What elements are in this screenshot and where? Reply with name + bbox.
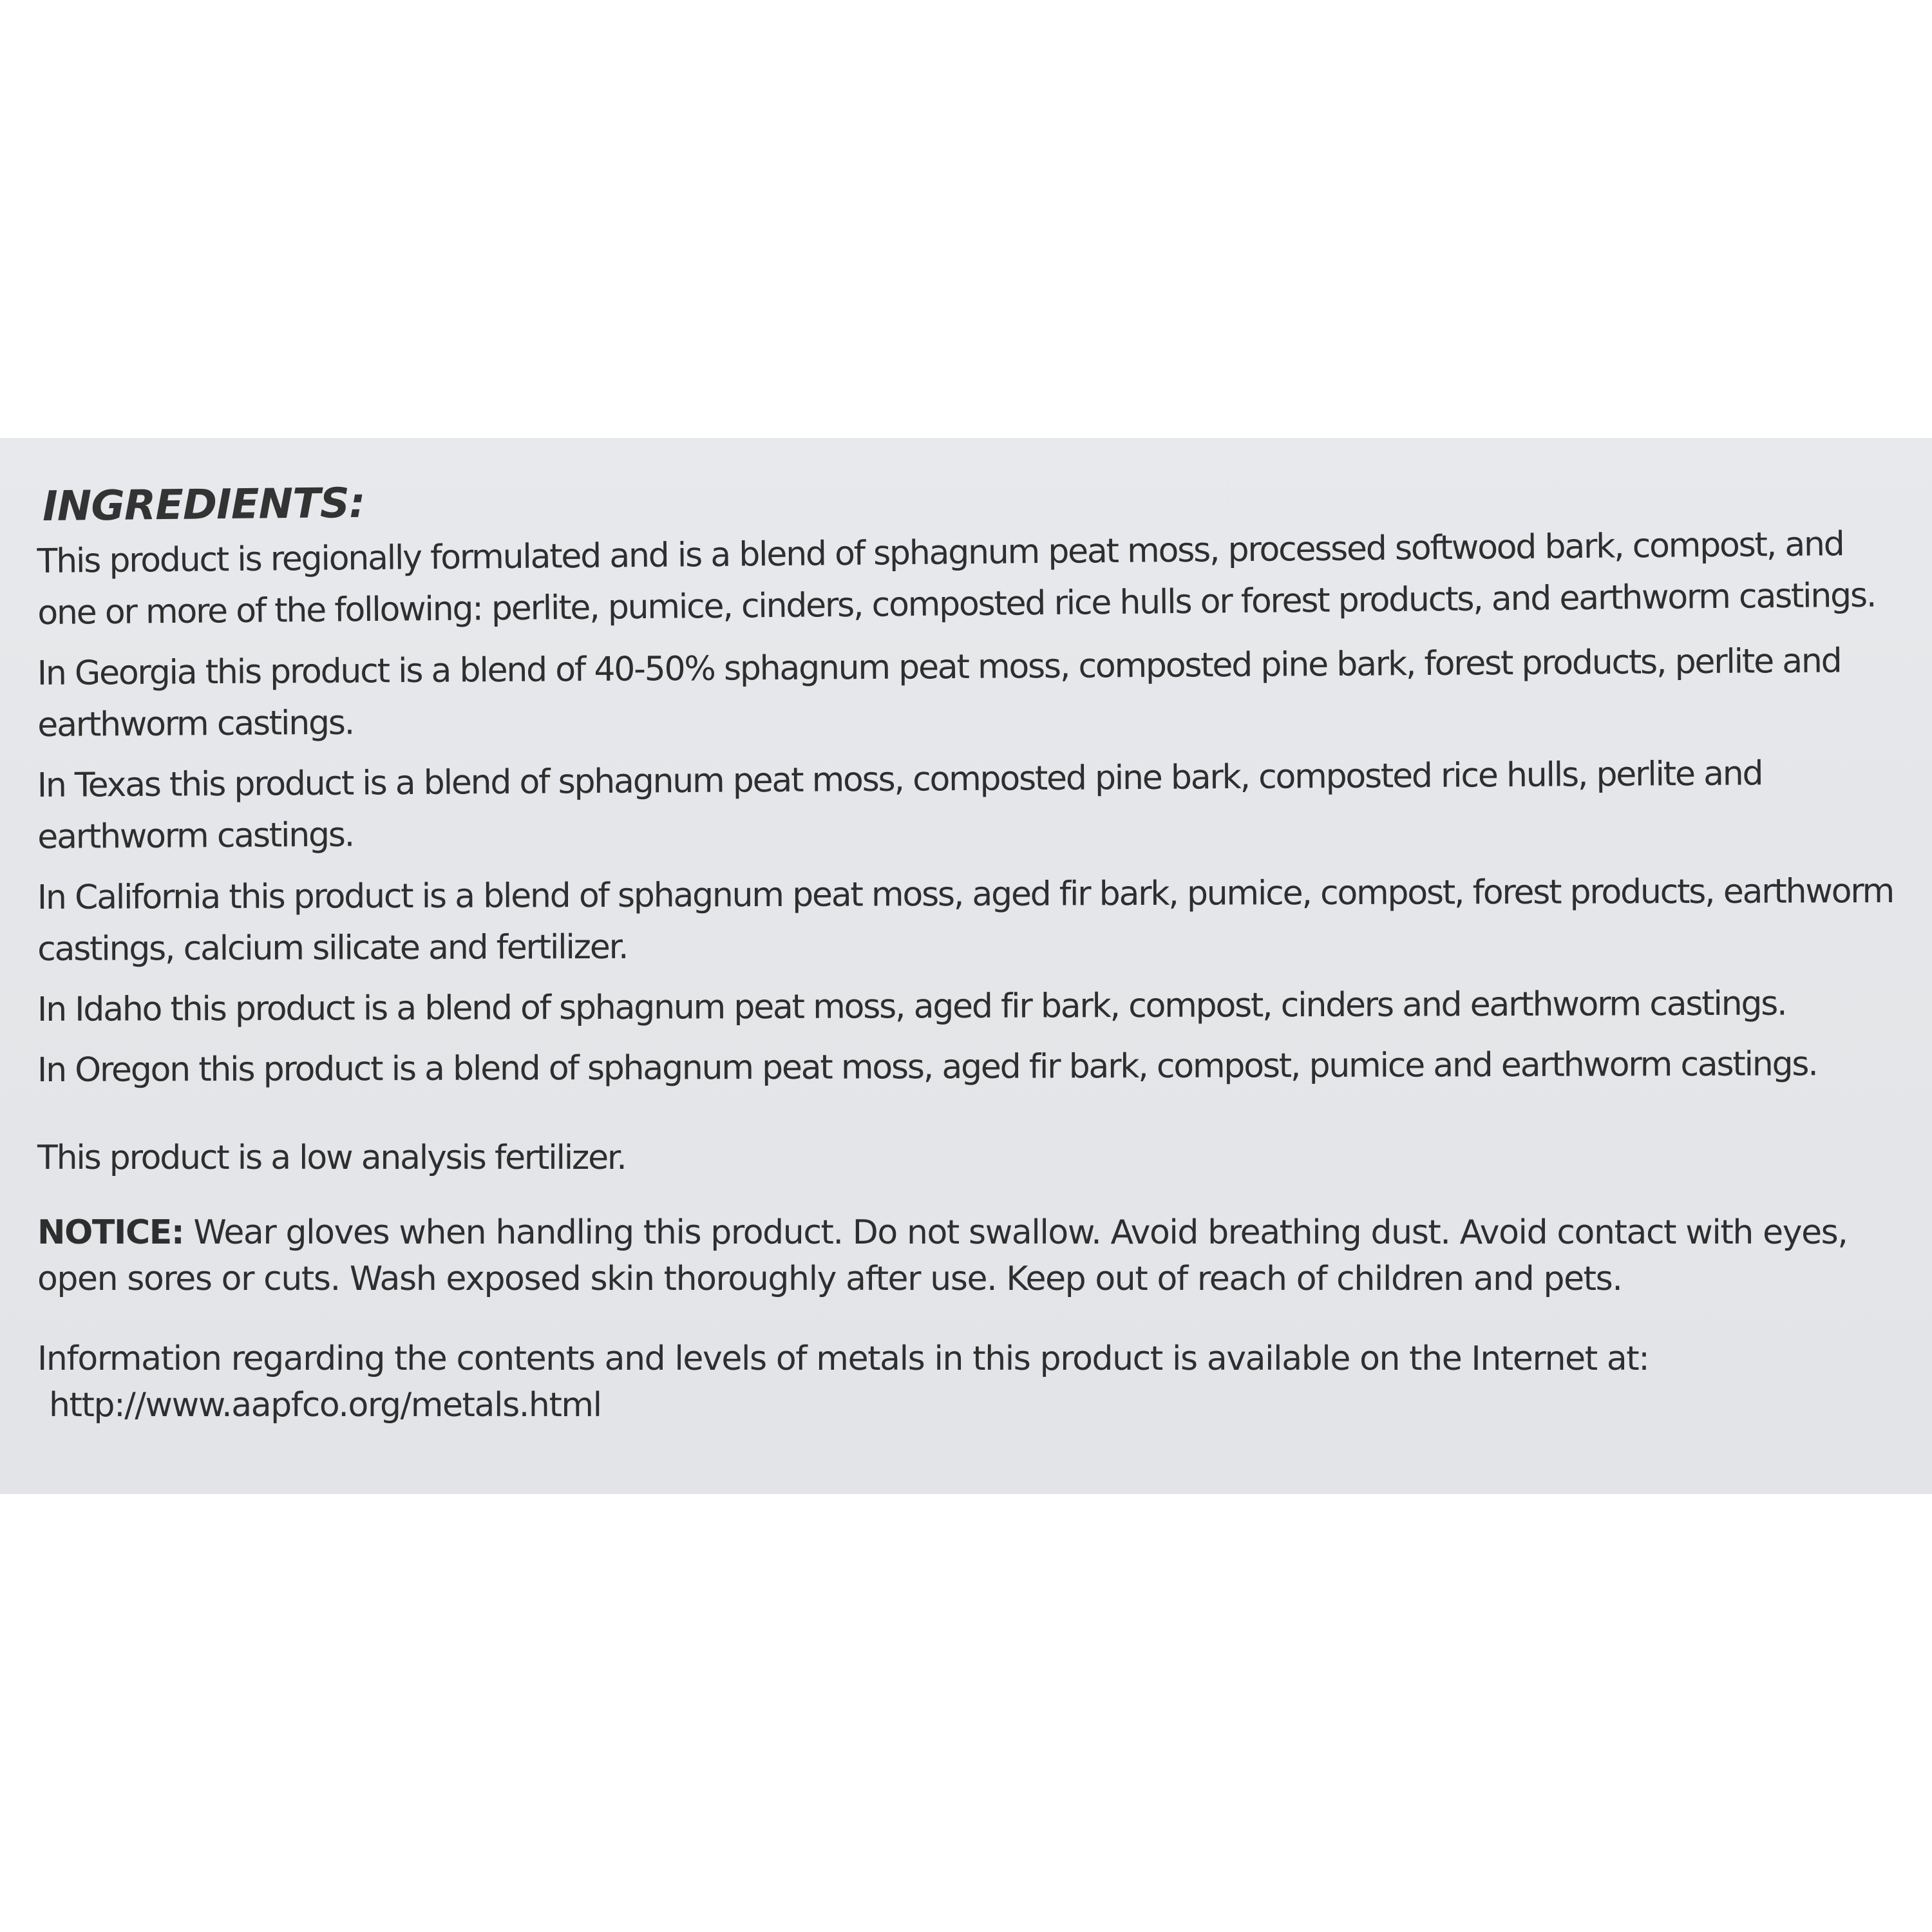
region-georgia: In Georgia this product is a blend of 40-50% sphagnum peat moss, composted pine bark, forest products, perlite and earthworm castings.	[37, 641, 1841, 744]
region-california: In California this product is a blend of sphagnum peat moss, aged fir bark, pumice, compost, forest products, earthworm castings, calcium silicate and fertilizer.	[37, 871, 1894, 969]
metals-info-paragraph	[37, 1336, 1905, 1428]
notice-text: Wear gloves when handling this product. Do not swallow. Avoid breathing dust. Avoid contact with eyes, open sores or cuts. Wash exposed skin thoroughly after use. Keep out of reach of children and pets.	[37, 1213, 1848, 1298]
notice-label: NOTICE:	[37, 1213, 184, 1252]
fertilizer-note: This product is a low analysis fertilizer.	[37, 1139, 626, 1177]
region-texas: In Texas this product is a blend of sphagnum peat moss, composted pine bark, composted rice hulls, perlite and earthworm castings.	[37, 754, 1763, 857]
metals-info-url: http://www.aapfco.org/metals.html	[49, 1386, 601, 1425]
ingredients-intro: This product is regionally formulated and is a blend of sphagnum peat moss, processed softwood bark, compost, and one or more of the following: perlite, pumice, cinders, composted rice hulls or forest products, and earthworm castings.	[37, 525, 1876, 632]
notice-paragraph	[37, 1209, 1905, 1302]
metals-info-text: Information regarding the contents and levels of metals in this product is available on the Internet at:	[37, 1340, 1649, 1378]
ingredients-heading: INGREDIENTS:	[42, 479, 365, 531]
region-idaho: In Idaho this product is a blend of sphagnum peat moss, aged fir bark, compost, cinders and earthworm castings.	[37, 984, 1786, 1029]
label-content	[37, 479, 1905, 1462]
region-oregon: In Oregon this product is a blend of sphagnum peat moss, aged fir bark, compost, pumice and earthworm castings.	[37, 1045, 1817, 1090]
ingredients-label-panel	[0, 438, 1932, 1494]
